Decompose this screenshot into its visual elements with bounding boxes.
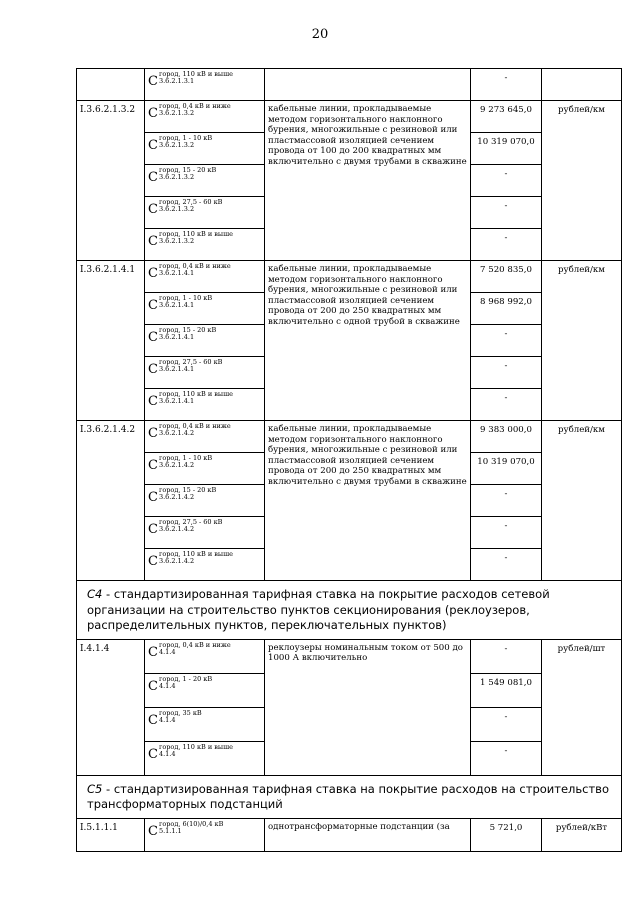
row-unit: рублей/шт <box>542 639 622 775</box>
table-row <box>77 101 622 133</box>
symbol-subscript: 3.6.2.1.3.2 <box>158 237 195 245</box>
rate-value: 5 721,0 <box>471 818 542 851</box>
rate-symbol <box>145 421 265 453</box>
table-row <box>77 818 622 851</box>
table-row <box>77 421 622 453</box>
rate-value: - <box>471 69 542 101</box>
symbol-superscript: город, 1 - 10 кВ <box>158 134 213 142</box>
rate-symbol <box>145 261 265 293</box>
rate-symbol <box>145 707 265 741</box>
symbol-superscript: город, 27,5 - 60 кВ <box>158 198 223 206</box>
row-code <box>77 69 145 101</box>
row-unit <box>542 69 622 101</box>
symbol-letter: С <box>148 202 158 217</box>
rate-value: - <box>471 707 542 741</box>
symbol-subscript: 3.6.2.1.4.1 <box>158 397 195 405</box>
symbol-superscript: город, 110 кВ и выше <box>158 70 233 78</box>
row-code: I.4.1.4 <box>77 639 145 775</box>
tariff-table <box>76 68 622 852</box>
symbol-subscript: 3.6.2.1.3.2 <box>158 109 195 117</box>
rate-symbol <box>145 453 265 485</box>
symbol-superscript: город, 110 кВ и выше <box>158 230 233 238</box>
rate-symbol <box>145 69 265 101</box>
symbol-superscript: город, 15 - 20 кВ <box>158 166 217 174</box>
symbol-letter: С <box>148 138 158 153</box>
symbol-letter: С <box>148 74 158 89</box>
symbol-subscript: 3.6.2.1.4.2 <box>158 429 195 437</box>
symbol-superscript: город, 0,4 кВ и ниже <box>158 640 231 649</box>
symbol-subscript: 3.6.2.1.4.2 <box>158 461 195 469</box>
rate-value: - <box>471 357 542 389</box>
symbol-letter: С <box>148 394 158 409</box>
symbol-letter: С <box>148 746 158 762</box>
symbol-letter: С <box>148 554 158 569</box>
symbol-subscript: 3.6.2.1.3.2 <box>158 173 195 181</box>
symbol-subscript: 4.1.4 <box>158 715 176 724</box>
page-number: 20 <box>311 27 329 42</box>
section-c5-text: - стандартизированная тарифная ставка на покрытие расходов на строительство трансформаторных подстанций <box>87 781 609 811</box>
table-row <box>77 261 622 293</box>
section-c5 <box>77 775 622 818</box>
rate-value: - <box>471 517 542 549</box>
symbol-letter: С <box>148 490 158 505</box>
section-c4-mark: С4 <box>87 587 103 601</box>
rate-value: 10 319 070,0 <box>471 133 542 165</box>
row-unit: рублей/км <box>542 101 622 261</box>
row-description <box>265 69 471 101</box>
symbol-letter: С <box>148 330 158 345</box>
symbol-superscript: город, 1 - 10 кВ <box>158 454 213 462</box>
symbol-subscript: 3.6.2.1.3.2 <box>158 141 195 149</box>
rate-symbol <box>145 101 265 133</box>
symbol-superscript: город, 35 кВ <box>158 708 202 717</box>
symbol-letter: С <box>148 458 158 473</box>
section-c5-mark: С5 <box>87 781 103 796</box>
rate-value: 9 383 000,0 <box>471 421 542 453</box>
symbol-letter: С <box>148 823 158 839</box>
symbol-subscript: 4.1.4 <box>158 647 176 656</box>
row-code: I.3.6.2.1.4.1 <box>77 261 145 421</box>
rate-value: - <box>471 325 542 357</box>
symbol-letter: С <box>148 234 158 249</box>
rate-symbol <box>145 549 265 581</box>
symbol-superscript: город, 0,4 кВ и ниже <box>158 102 231 110</box>
symbol-letter: С <box>148 106 158 121</box>
rate-value: 10 319 070,0 <box>471 453 542 485</box>
symbol-subscript: 3.6.2.1.4.1 <box>158 269 195 277</box>
symbol-letter: С <box>148 522 158 537</box>
symbol-subscript: 3.6.2.1.4.1 <box>158 365 195 373</box>
row-description: реклоузеры номинальным током от 500 до 1000 А включительно <box>265 639 471 775</box>
section-c4-row <box>77 581 622 640</box>
symbol-subscript: 3.6.2.1.4.2 <box>158 525 195 533</box>
symbol-superscript: город, 1 - 20 кВ <box>158 674 213 683</box>
symbol-subscript: 3.6.2.1.3.2 <box>158 205 195 213</box>
rate-value: 9 273 645,0 <box>471 101 542 133</box>
symbol-letter: С <box>148 678 158 694</box>
rate-symbol <box>145 229 265 261</box>
symbol-subscript: 4.1.4 <box>158 681 176 690</box>
row-description: кабельные линии, прокладываемые методом горизонтального наклонного бурения, многожильные с резиновой или пластмассовой изоляцией сечением провода от 200 до 250 квадратных мм включительно с одной трубой в скважине <box>265 261 471 421</box>
row-unit: рублей/кВт <box>542 818 622 851</box>
row-code: I.3.6.2.1.3.2 <box>77 101 145 261</box>
row-description: однотрансформаторные подстанции (за <box>265 818 471 851</box>
section-c5-row <box>77 775 622 818</box>
rate-symbol <box>145 197 265 229</box>
symbol-letter: С <box>148 426 158 441</box>
rate-value: - <box>471 389 542 421</box>
symbol-subscript: 3.6.2.1.4.2 <box>158 493 195 501</box>
rate-value: - <box>471 639 542 673</box>
row-description: кабельные линии, прокладываемые методом горизонтального наклонного бурения, многожильные с резиновой или пластмассовой изоляцией сечением провода от 100 до 200 квадратных мм включительно с двумя трубами в скважине <box>265 101 471 261</box>
rate-value: - <box>471 485 542 517</box>
symbol-subscript: 3.6.2.1.4.1 <box>158 333 195 341</box>
symbol-superscript: город, 27,5 - 60 кВ <box>158 518 223 526</box>
symbol-letter: С <box>148 362 158 377</box>
symbol-superscript: город, 110 кВ и выше <box>158 550 233 558</box>
rate-symbol <box>145 639 265 673</box>
symbol-letter: С <box>148 712 158 728</box>
symbol-superscript: город, 6(10)/0,4 кВ <box>158 819 224 828</box>
rate-symbol <box>145 741 265 775</box>
rate-symbol <box>145 389 265 421</box>
rate-symbol <box>145 517 265 549</box>
symbol-superscript: город, 110 кВ и выше <box>158 390 233 398</box>
symbol-subscript: 4.1.4 <box>158 749 176 758</box>
table-row <box>77 639 622 673</box>
rate-value: 1 549 081,0 <box>471 673 542 707</box>
rate-value: - <box>471 229 542 261</box>
symbol-superscript: город, 0,4 кВ и ниже <box>158 262 231 270</box>
rate-value: - <box>471 549 542 581</box>
rate-value: 8 968 992,0 <box>471 293 542 325</box>
symbol-superscript: город, 27,5 - 60 кВ <box>158 358 223 366</box>
rate-value: - <box>471 165 542 197</box>
rate-symbol <box>145 485 265 517</box>
rate-value: 7 520 835,0 <box>471 261 542 293</box>
symbol-superscript: город, 15 - 20 кВ <box>158 486 217 494</box>
row-unit: рублей/км <box>542 421 622 581</box>
section-c4 <box>77 581 622 640</box>
symbol-letter: С <box>148 170 158 185</box>
rate-symbol <box>145 325 265 357</box>
symbol-superscript: город, 1 - 10 кВ <box>158 294 213 302</box>
rate-symbol <box>145 133 265 165</box>
symbol-subscript: 5.1.1.1 <box>158 826 182 835</box>
symbol-superscript: город, 110 кВ и выше <box>158 742 233 751</box>
symbol-superscript: город, 0,4 кВ и ниже <box>158 422 231 430</box>
rate-symbol <box>145 673 265 707</box>
row-unit: рублей/км <box>542 261 622 421</box>
symbol-subscript: 3.6.2.1.4.1 <box>158 301 195 309</box>
row-code: I.5.1.1.1 <box>77 818 145 851</box>
table-row <box>77 69 622 101</box>
rate-symbol <box>145 293 265 325</box>
symbol-subscript: 3.6.2.1.4.2 <box>158 557 195 565</box>
symbol-letter: С <box>148 266 158 281</box>
row-code: I.3.6.2.1.4.2 <box>77 421 145 581</box>
rate-symbol <box>145 818 265 851</box>
symbol-subscript: 3.6.2.1.3.1 <box>158 77 195 85</box>
rate-symbol <box>145 165 265 197</box>
symbol-letter: С <box>148 644 158 660</box>
row-description: кабельные линии, прокладываемые методом горизонтального наклонного бурения, многожильные с резиновой или пластмассовой изоляцией сечением провода от 200 до 250 квадратных мм включительно с двумя трубами в скважине <box>265 421 471 581</box>
rate-symbol <box>145 357 265 389</box>
symbol-superscript: город, 15 - 20 кВ <box>158 326 217 334</box>
section-c4-text: - стандартизированная тарифная ставка на покрытие расходов сетевой организации на строительство пунктов секционирования (реклоузеров, распределительных пунктов, переключательных пунктов) <box>87 587 550 632</box>
symbol-letter: С <box>148 298 158 313</box>
rate-value: - <box>471 197 542 229</box>
rate-value: - <box>471 741 542 775</box>
